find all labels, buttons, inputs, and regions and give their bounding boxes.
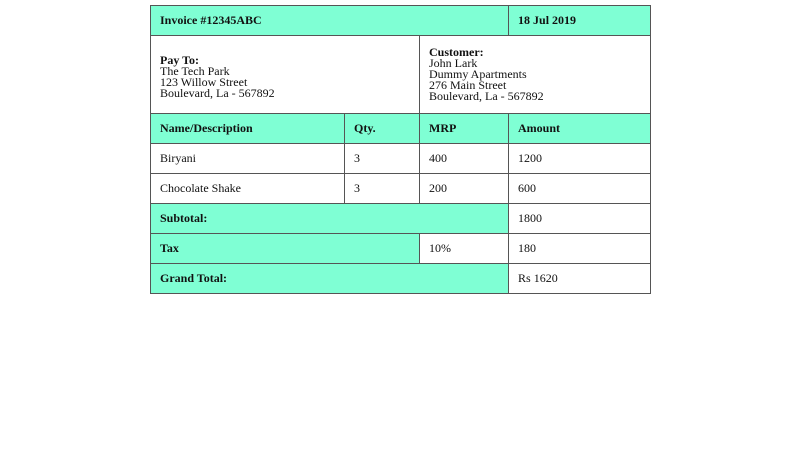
- tax-value: 180: [509, 234, 651, 264]
- invoice-table: [150, 5, 651, 294]
- item-name: Biryani: [151, 144, 345, 174]
- address-row: [151, 36, 651, 114]
- customer-line: 276 Main Street: [429, 78, 507, 92]
- grand-total-row: [151, 264, 651, 294]
- item-amount: 1200: [509, 144, 651, 174]
- customer-label: Customer:: [429, 45, 484, 59]
- pay-to-line: The Tech Park: [160, 63, 230, 78]
- item-qty: 3: [345, 144, 420, 174]
- column-header-amount: Amount: [509, 114, 651, 144]
- subtotal-value: 1800: [509, 204, 651, 234]
- item-amount: 600: [509, 174, 651, 204]
- column-header-name: Name/Description: [151, 114, 345, 144]
- invoice-number: Invoice #12345ABC: [151, 6, 509, 36]
- customer-block: [420, 36, 651, 114]
- tax-row: [151, 234, 651, 264]
- tax-label: Tax: [151, 234, 420, 264]
- column-header-row: [151, 114, 651, 144]
- pay-to-label: Pay To:: [160, 52, 200, 67]
- subtotal-row: [151, 204, 651, 234]
- table-row: [151, 174, 651, 204]
- customer-line: Boulevard, La - 567892: [429, 89, 544, 103]
- item-qty: 3: [345, 174, 420, 204]
- pay-to-line: 123 Willow Street: [160, 74, 248, 89]
- pay-to-line: Boulevard, La - 567892: [160, 85, 275, 100]
- item-mrp: 200: [420, 174, 509, 204]
- customer-line: Dummy Apartments: [429, 67, 527, 81]
- invoice-date: 18 Jul 2019: [509, 6, 651, 36]
- item-name: Chocolate Shake: [151, 174, 345, 204]
- grand-total-value: Rs 1620: [509, 264, 651, 294]
- invoice-header-row: [151, 6, 651, 36]
- table-row: [151, 144, 651, 174]
- customer-line: John Lark: [429, 56, 478, 70]
- grand-total-label: Grand Total:: [151, 264, 509, 294]
- item-mrp: 400: [420, 144, 509, 174]
- subtotal-label: Subtotal:: [151, 204, 509, 234]
- column-header-mrp: MRP: [420, 114, 509, 144]
- column-header-qty: Qty.: [345, 114, 420, 144]
- tax-rate: 10%: [420, 234, 509, 264]
- pay-to-block: [151, 36, 420, 114]
